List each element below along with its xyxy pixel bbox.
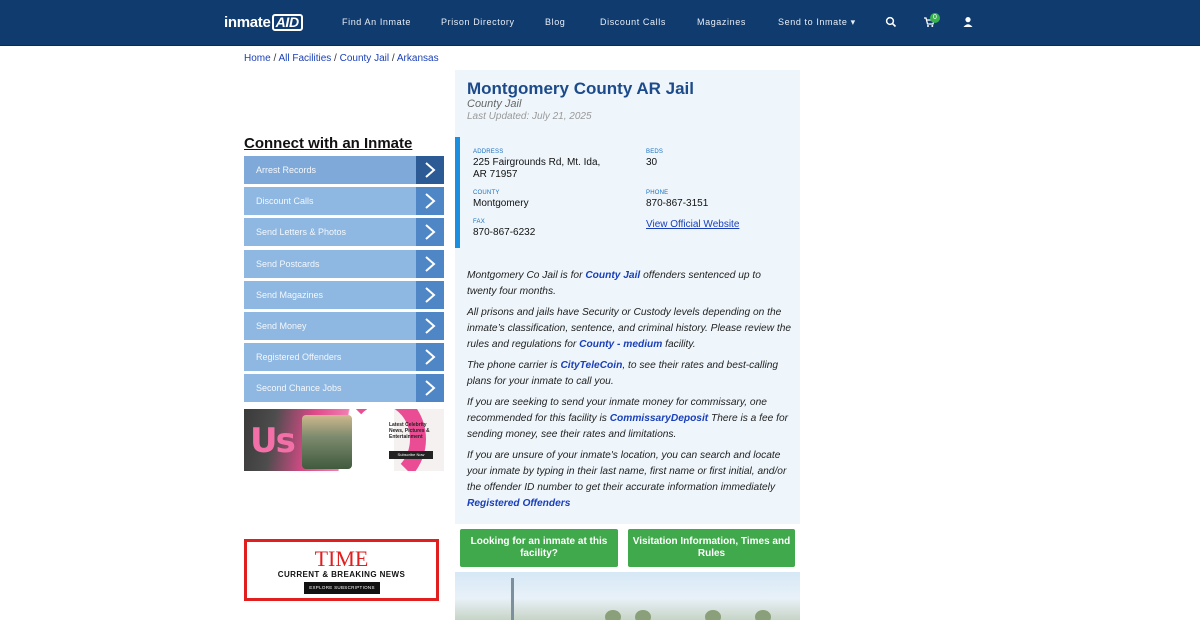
county-label: COUNTY: [473, 190, 500, 196]
breadcrumb-separator: /: [270, 53, 279, 64]
menu-item-arrest-records[interactable]: [244, 156, 444, 184]
description-paragraph: [467, 268, 792, 300]
menu-item-label: Second Chance Jobs: [256, 383, 342, 394]
description-text: Montgomery Co Jail is for: [467, 270, 586, 281]
commissary-link[interactable]: CommissaryDeposit: [609, 413, 709, 424]
breadcrumb-separator: /: [389, 53, 397, 64]
facility-photo: [455, 572, 800, 620]
us-weekly-ad[interactable]: [244, 409, 444, 471]
logo-text: inmate: [224, 14, 271, 31]
facility-info-box: [455, 137, 800, 248]
description-paragraph: [467, 395, 792, 443]
menu-item-send-postcards[interactable]: [244, 250, 444, 278]
description-text: facility.: [662, 339, 696, 350]
chevron-right-icon: [416, 281, 444, 309]
connect-menu: [244, 156, 444, 406]
tree: [605, 610, 621, 620]
ad-explore-button[interactable]: EXPLORE SUBSCRIPTIONS: [304, 582, 380, 594]
chevron-right-icon: [416, 374, 444, 402]
description-text: If you are unsure of your inmate's location, you can search and locate your inmate by typing in their last name, first name or first initial, and/or the offender ID number to get their accurate information immediately: [467, 450, 787, 493]
nav-magazines[interactable]: Magazines: [697, 17, 746, 27]
phone-carrier-link[interactable]: CityTeleCoin: [560, 360, 623, 371]
menu-item-send-letters-photos[interactable]: [244, 218, 444, 246]
breadcrumb-arkansas[interactable]: Arkansas: [396, 53, 439, 64]
last-updated: Last Updated: July 21, 2025: [467, 111, 592, 122]
tree: [705, 610, 721, 620]
chevron-right-icon: [416, 187, 444, 215]
cart-count-badge: 0: [930, 13, 940, 23]
tree: [755, 610, 771, 620]
menu-item-label: Send Magazines: [256, 289, 324, 300]
menu-item-send-magazines[interactable]: [244, 281, 444, 309]
top-navbar: [0, 0, 1200, 46]
visitation-info-button[interactable]: Visitation Information, Times and Rules: [628, 529, 795, 567]
official-website-link[interactable]: View Official Website: [646, 219, 740, 230]
chevron-right-icon: [416, 343, 444, 371]
radio-tower: [511, 578, 514, 620]
beds-value: 30: [646, 157, 658, 168]
nav-find-an-inmate[interactable]: Find An Inmate: [342, 17, 411, 27]
facility-type: County Jail: [467, 98, 522, 110]
find-inmate-button[interactable]: Looking for an inmate at this facility?: [460, 529, 618, 567]
description-paragraph: [467, 358, 792, 390]
search-icon[interactable]: [885, 15, 899, 29]
description-text: All prisons and jails have Security or Custody levels depending on the inmate’s classification, sentence, and criminal history. Please review the rules and regulations for: [467, 307, 792, 350]
user-icon[interactable]: [962, 15, 976, 29]
breadcrumb-all-facilities[interactable]: All Facilities: [278, 53, 332, 64]
menu-item-label: Send Money: [256, 320, 307, 331]
facility-panel: [455, 70, 800, 524]
fax-value: 870-867-6232: [473, 227, 536, 238]
description-text: , to see their rates and best-calling plans for your inmate to call you.: [467, 360, 779, 387]
breadcrumb: [244, 53, 439, 64]
ad-subscribe-button[interactable]: Subscribe Now: [389, 451, 433, 459]
nav-send-to-inmate[interactable]: [778, 17, 856, 28]
time-ad[interactable]: [244, 539, 439, 601]
chevron-down-icon: ▾: [850, 17, 856, 27]
inmateaid-logo[interactable]: [224, 14, 303, 32]
nav-blog[interactable]: Blog: [545, 17, 566, 27]
breadcrumb-home[interactable]: Home: [244, 53, 271, 64]
nav-send-to-inmate-label: Send to Inmate: [778, 17, 848, 27]
nav-discount-calls[interactable]: Discount Calls: [600, 17, 666, 27]
facility-title: Montgomery County AR Jail: [467, 79, 694, 98]
description-paragraph: [467, 305, 792, 353]
time-logo: TIME: [314, 546, 369, 571]
registered-offenders-link[interactable]: Registered Offenders: [467, 498, 571, 509]
menu-item-label: Discount Calls: [256, 196, 314, 207]
facility-description: [467, 268, 792, 517]
county-value: Montgomery: [473, 198, 529, 209]
chevron-right-icon: [416, 312, 444, 340]
us-logo: Us: [250, 421, 294, 461]
menu-item-label: Registered Offenders: [256, 352, 342, 363]
nav-prison-directory[interactable]: Prison Directory: [441, 17, 515, 27]
menu-item-label: Send Letters & Photos: [256, 227, 347, 238]
breadcrumb-separator: /: [331, 53, 340, 64]
menu-item-registered-offenders[interactable]: [244, 343, 444, 371]
logo-accent: AID: [272, 14, 303, 31]
menu-item-label: Arrest Records: [256, 165, 317, 175]
ad-tagline: CURRENT & BREAKING NEWS: [277, 570, 406, 579]
county-jail-link[interactable]: County Jail: [585, 270, 641, 281]
menu-item-discount-calls[interactable]: [244, 187, 444, 215]
beds-label: BEDS: [646, 149, 664, 155]
custody-level-link[interactable]: County - medium: [579, 339, 663, 350]
description-text: There is a fee for sending money, see their rates and limitations.: [467, 413, 789, 440]
tree: [635, 610, 651, 620]
chevron-right-icon: [416, 156, 444, 184]
description-text: The phone carrier is: [467, 360, 561, 371]
address-label: ADDRESS: [473, 149, 504, 155]
fax-label: FAX: [473, 219, 485, 225]
ad-text: Latest Celebrity News, Pictures & Entertainment: [389, 422, 430, 440]
phone-label: PHONE: [646, 190, 669, 196]
address-line1: 225 Fairgrounds Rd, Mt. Ida,: [473, 157, 601, 168]
phone-value: 870-867-3151: [646, 198, 709, 209]
chevron-right-icon: [416, 218, 444, 246]
ad-decoration: [336, 409, 426, 471]
description-text: offenders sentenced up to twenty four months.: [467, 270, 761, 297]
menu-item-label: Send Postcards: [256, 258, 320, 269]
description-text: If you are seeking to send your inmate money for commissary, one recommended for this facility is: [467, 397, 767, 424]
address-line2: AR 71957: [473, 169, 518, 180]
connect-with-inmate-heading: Connect with an Inmate: [244, 135, 413, 152]
menu-item-send-money[interactable]: [244, 312, 444, 340]
menu-item-second-chance-jobs[interactable]: [244, 374, 444, 402]
chevron-right-icon: [416, 250, 444, 278]
description-paragraph: [467, 448, 792, 512]
breadcrumb-county-jail[interactable]: County Jail: [339, 53, 390, 64]
